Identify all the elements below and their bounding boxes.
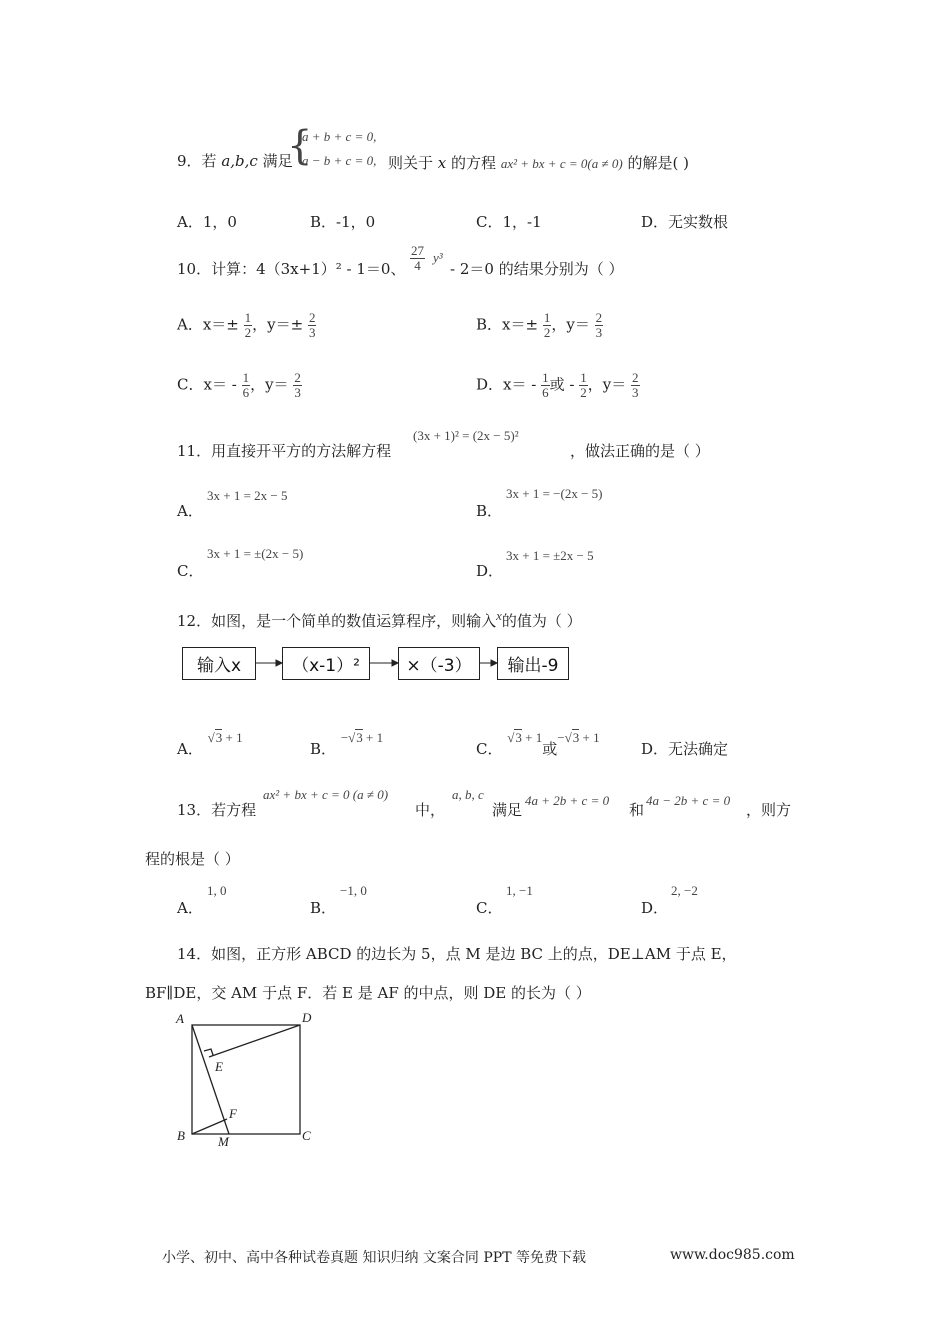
denominator: 2 <box>543 325 551 340</box>
option-text: 1，-1 <box>502 213 542 231</box>
radicand: 3 <box>572 730 580 745</box>
footer-url[interactable]: www.doc985.com <box>670 1247 795 1263</box>
point-label-d: D <box>302 1010 312 1025</box>
option-y: ，y＝ <box>551 315 590 334</box>
q9-number: 9．若 <box>177 152 217 170</box>
q13-zhong: 中， <box>415 801 446 819</box>
option-label: A． <box>177 213 203 231</box>
denominator: 3 <box>595 325 603 340</box>
option-label: A． <box>177 315 203 334</box>
point-label-a: A <box>176 1011 184 1026</box>
q11-head: 11．用直接开平方的方法解方程 <box>177 442 392 460</box>
segment-de <box>209 1025 300 1057</box>
q13-option-a-text: 1, 0 <box>207 883 227 898</box>
option-text: 1，0 <box>202 213 237 231</box>
option-y: ，y＝ <box>587 375 627 394</box>
option-or: 或 - <box>549 375 575 394</box>
q13-condition-1: 4a + 2b + c = 0 <box>525 793 610 808</box>
denominator: 6 <box>542 385 549 400</box>
q9-equation: ax² + bx + c = 0(a ≠ 0) <box>500 156 623 171</box>
q12-head: 12．如图，是一个简单的数值运算程序，则输入 <box>177 612 497 630</box>
option-label: C． <box>476 740 503 758</box>
q11-option-b-text: 3x + 1 = −(2x − 5) <box>506 486 603 501</box>
option-x: x＝ - <box>503 375 537 394</box>
option-text: -1，0 <box>336 213 376 231</box>
flow-box-input: 输入x <box>182 647 256 680</box>
point-label-c: C <box>302 1128 311 1143</box>
option-label: D． <box>641 740 669 758</box>
q12-option-c[interactable] <box>476 730 600 759</box>
q10-y-cubed: y³ <box>433 250 443 265</box>
q13-head: 13．若方程 <box>177 801 257 819</box>
option-x: x＝ - <box>203 375 237 394</box>
q13-option-c-text: 1, −1 <box>506 883 533 898</box>
q12-option-a[interactable] <box>177 730 243 759</box>
numerator: 1 <box>542 370 549 385</box>
denominator: 6 <box>242 385 250 400</box>
option-x: x＝± <box>202 315 239 334</box>
option-math: √3 + 1 <box>507 730 543 745</box>
q11-option-d-text: 3x + 1 = ±2x − 5 <box>506 548 594 563</box>
numerator: 2 <box>595 310 603 325</box>
q13-satisfy: 满足 <box>492 801 523 819</box>
option-rest: + 1 <box>579 730 600 745</box>
point-label-f: F <box>229 1106 237 1121</box>
point-label-b: B <box>177 1128 185 1143</box>
minus-sign: − <box>557 730 565 745</box>
q14-geometry-figure <box>170 1005 320 1150</box>
q13-option-b-label[interactable]: B． <box>310 899 337 917</box>
option-text: 无实数根 <box>668 213 729 231</box>
numerator: 2 <box>294 370 301 385</box>
q10-tail: - 2＝0 的结果分别为（ ） <box>450 260 624 278</box>
radicand: 3 <box>356 730 363 745</box>
q11-option-d-label[interactable]: D． <box>476 562 504 580</box>
q11-option-a-text: 3x + 1 = 2x − 5 <box>207 488 288 503</box>
numerator: 1 <box>543 310 551 325</box>
option-y: ，y＝± <box>252 315 304 334</box>
denominator: 3 <box>294 385 301 400</box>
option-math: −√3 + 1 <box>340 730 384 745</box>
q9-tail: 的解是( ) <box>627 154 689 172</box>
option-math-2: −√3 + 1 <box>557 730 600 745</box>
flow-box-multiply: ×（-3） <box>398 647 480 680</box>
q9-system-line2: a − b + c = 0, <box>302 153 377 168</box>
q11-option-c-text: 3x + 1 = ±(2x − 5) <box>207 546 304 561</box>
option-label: B． <box>310 740 337 758</box>
q10-head: 10．计算：4（3x+1）² - 1＝0、 <box>177 260 406 278</box>
q13-option-d-text: 2, −2 <box>671 883 698 898</box>
denominator: 2 <box>244 325 252 340</box>
q13-option-a-label[interactable]: A． <box>177 899 203 917</box>
segment-am <box>192 1025 229 1134</box>
q9-system-line1: a + b + c = 0, <box>302 129 377 144</box>
radicand: 3 <box>215 730 223 745</box>
q13-vars: a, b, c <box>452 787 484 802</box>
option-math: √3 + 1 <box>207 730 243 745</box>
flow-box-square: （x-1）² <box>282 647 370 680</box>
footer-text: 小学、初中、高中各种试卷真题 知识归纳 文案合同 PPT 等免费下载 <box>162 1250 586 1266</box>
denominator: 4 <box>414 258 421 273</box>
q13-option-d-label[interactable]: D． <box>641 899 669 917</box>
option-label: D． <box>641 213 669 231</box>
q14-line1: 14．如图，正方形 ABCD 的边长为 5，点 M 是边 BC 上的点，DE⊥AM 于点 E， <box>177 945 737 963</box>
flow-box-output: 输出-9 <box>497 647 569 680</box>
numerator: 27 <box>411 243 424 258</box>
q13-line2: 程的根是（ ） <box>145 850 240 868</box>
numerator: 2 <box>308 310 316 325</box>
q12-x: x <box>496 608 502 623</box>
segment-bf <box>192 1119 227 1134</box>
q9-x: x <box>437 154 447 172</box>
q9-vars: a,b,c <box>221 152 258 170</box>
q11-option-a-label[interactable]: A． <box>177 502 203 520</box>
option-label: C． <box>177 375 204 394</box>
option-label: B． <box>476 315 503 334</box>
option-label: A． <box>177 740 203 758</box>
option-label: B． <box>310 213 337 231</box>
numerator: 1 <box>242 370 250 385</box>
q11-option-c-label[interactable]: C． <box>177 562 204 580</box>
q9-mid: 则关于 <box>388 154 434 172</box>
square-abcd <box>192 1025 300 1134</box>
q12-option-d[interactable] <box>641 738 728 759</box>
q13-tail: ，则方 <box>746 801 792 819</box>
q11-tail: ，做法正确的是（ ） <box>570 442 710 460</box>
q11-option-b-label[interactable]: B． <box>476 502 503 520</box>
option-x: x＝± <box>502 315 539 334</box>
option-label: D． <box>476 375 504 394</box>
point-label-e: E <box>215 1059 223 1074</box>
q12-tail: 的值为（ ） <box>501 612 582 630</box>
numerator: 1 <box>244 310 252 325</box>
radicand: 3 <box>515 730 522 745</box>
q12-option-b[interactable] <box>310 730 384 759</box>
q9-brace: { <box>287 123 313 169</box>
q13-option-c-label[interactable]: C． <box>476 899 503 917</box>
right-angle-mark <box>204 1049 213 1055</box>
q13-equation: ax² + bx + c = 0 (a ≠ 0) <box>263 787 389 802</box>
q13-option-b-text: −1, 0 <box>340 883 367 898</box>
option-rest: + 1 <box>362 730 384 745</box>
option-label: C． <box>476 213 503 231</box>
q13-and: 和 <box>629 801 645 819</box>
option-rest: + 1 <box>222 730 243 745</box>
denominator: 3 <box>308 325 316 340</box>
denominator: 3 <box>632 385 639 400</box>
option-y: ，y＝ <box>250 375 289 394</box>
q11-equation: (3x + 1)² = (2x − 5)² <box>413 428 519 443</box>
option-rest: + 1 <box>521 730 543 745</box>
numerator: 2 <box>632 370 639 385</box>
denominator: 2 <box>580 385 587 400</box>
q9-equation-label: 的方程 <box>451 154 497 172</box>
option-text: 无法确定 <box>668 740 729 758</box>
flow-arrow <box>255 660 497 666</box>
q14-line2: BF∥DE，交 AM 于点 F．若 E 是 AF 的中点，则 DE 的长为（ ） <box>145 984 591 1002</box>
minus-sign: − <box>340 730 349 745</box>
option-or: 或 <box>542 740 558 758</box>
q9-satisfy: 满足 <box>262 152 293 170</box>
q13-condition-2: 4a − 2b + c = 0 <box>646 793 731 808</box>
numerator: 1 <box>580 370 587 385</box>
point-label-m: M <box>218 1134 229 1149</box>
